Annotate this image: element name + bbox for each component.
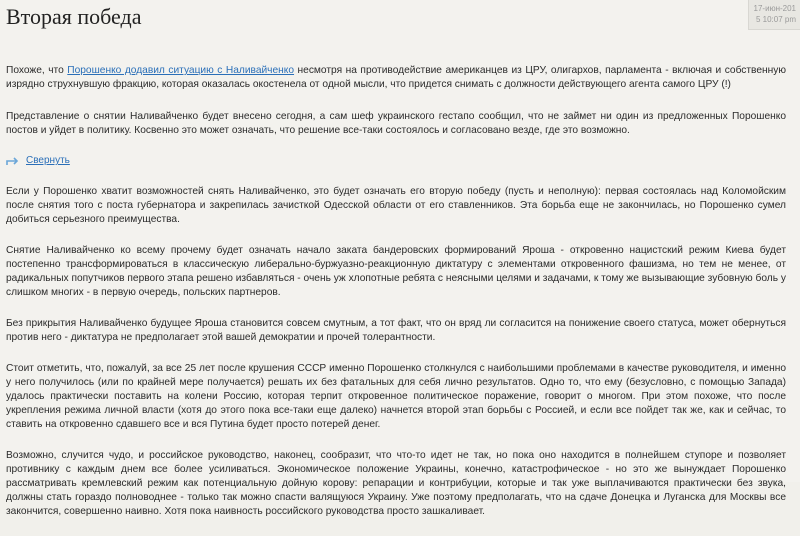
post-title: Вторая победа (6, 4, 142, 29)
body-paragraph: Без прикрытия Наливайченко будущее Яроша становится совсем смутным, а тот факт, что он вряд ли согласится на понижение своего статуса, может обернуться против него - диктатура не предполагает этой вашей демократии и прочей толерантности. (6, 318, 786, 343)
intro-paragraph-1 (6, 64, 786, 92)
intro-paragraph-2: Представление о снятии Наливайченко будет внесено сегодня, а сам шеф украинского гестапо сообщил, что не займет ни один из предложенных Порошенко постов и уйдет в политику. Косвенно это может означать, что решение все-таки состоялось и согласовано везде, где это возможно. (6, 111, 786, 136)
post-time: 5 10:07 pm (755, 15, 796, 24)
body-paragraph: Стоит отметить, что, пожалуй, за все 25 лет после крушения СССР именно Порошенко столкнулся с наибольшими проблемами в качестве руководителя, и именно у него получилось (или по крайней мере получается) решать их без фатальных для себя лично результатов. Одно то, что ему (безусловно, с помощью Запада) удалось практически поставить на колени Россию, которая терпит откровенное политическое поражение, говорит о многом. При этом похоже, что после укрепления режима личной власти (хотя до этого пока все-таки еще далеко) начнется второй этап борьбы с Россией, и если все пойдет так же, как и сейчас, то ставить на откровенно сдавшего все и вся Путина будет просто потерей денег. (6, 363, 786, 430)
collapse-label: Свернуть (26, 155, 70, 166)
intro-text-before: Похоже, что (6, 65, 68, 76)
body-paragraph: Возможно, случится чудо, и российское руководство, наконец, сообразит, что что-то идет не так, но пока оно находится в полнейшем ступоре и позволяет противнику с каждым днем все более усиливаться. Экономическое положение Украины, конечно, катастрофическое - но это же вынуждает Порошенко рассматривать кремлевский режим как потенциальную дойную корову: репарации и контрибуции, которые и так уже выплачиваются практически без звука, должны стать гораздо полноводнее - только так можно спасти валящуюся Украину. Уже поэтому предполагать, что на сдаче Донецка и Луганска для Москвы все закончится, совершенно наивно. Хотя пока наивность российского руководства просто зашкаливает. (6, 450, 786, 517)
post-date-box (748, 0, 800, 30)
article-body (6, 185, 786, 536)
post-date: 17-июн-201 (753, 4, 796, 13)
intro-section (6, 64, 786, 156)
intro-text-after: несмотря на противодействие американцев из ЦРУ, олигархов, парламента - включая и собственную изрядно струхнувшую фракцию, которая оказалась окостенела от одной мысли, что придется снимать с должности действующего агента самого ЦРУ (!) (6, 65, 786, 90)
collapse-button[interactable] (6, 155, 70, 166)
collapse-arrow-icon (6, 156, 20, 166)
body-paragraph: Если у Порошенко хватит возможностей снять Наливайченко, это будет означать его вторую победу (пусть и неполную): первая состоялась над Коломойским после снятия того с поста губернатора и закрепилась зачисткой Одесской области от его ставленников. Эта борьба еще не закончилась, но Порошенко сумел добиться серьезного преимущества. (6, 186, 786, 225)
poroshenko-link[interactable]: Порошенко додавил ситуацию с Наливайченко (67, 65, 295, 76)
body-paragraph: Снятие Наливайченко ко всему прочему будет означать начало заката бандеровских формирований Яроша - откровенно нацистский режим Киева будет постепенно трансформироваться в классическую либерально-буржуазно-реакционную диктатуру с элементами откровенного фашизма, но тем не менее, от радикальных попутчиков первого этапа решено избавляться - очень уж хлопотные ребята с неясными целями и задачами, к тому же вызывающие зубовную боль у слишком многих - в первую очередь, польских партнеров. (6, 245, 786, 298)
